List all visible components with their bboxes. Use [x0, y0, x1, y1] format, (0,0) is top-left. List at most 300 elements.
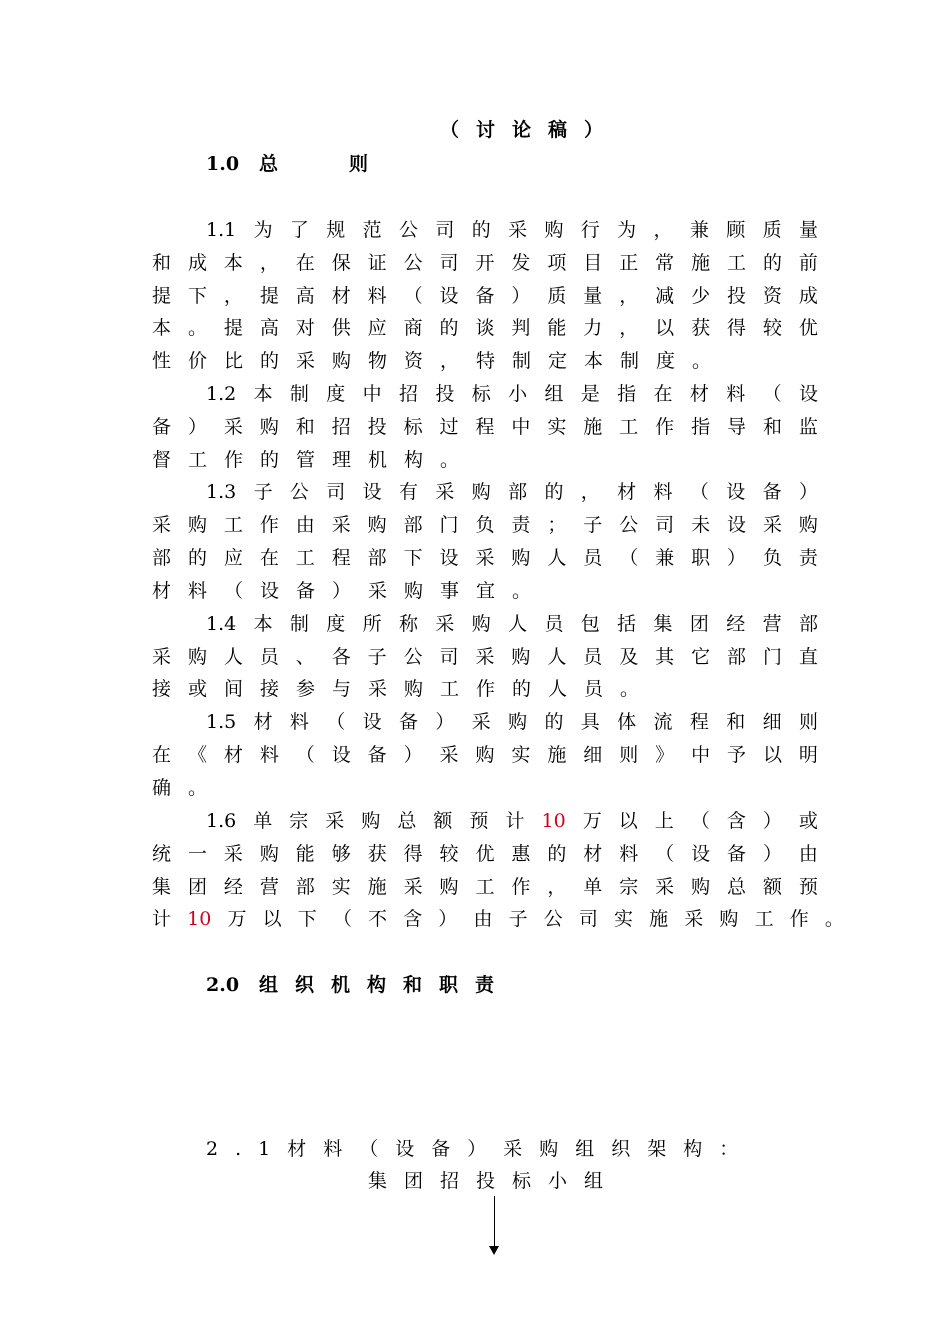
text-glyph: 组 — [544, 383, 564, 405]
text-glyph: 采 — [325, 810, 345, 832]
text-glyph: 够 — [331, 843, 351, 865]
paragraph-1-2-line-1 — [206, 384, 818, 404]
text-glyph: 投 — [727, 285, 747, 307]
text-glyph: 应 — [367, 317, 387, 339]
text-glyph: 由 — [798, 843, 818, 865]
text-glyph: 员 — [259, 646, 279, 668]
text-glyph: 部 — [798, 613, 818, 635]
text-glyph: 责 — [798, 547, 818, 569]
text-glyph: 质 — [762, 219, 782, 241]
text-glyph: 营 — [259, 876, 279, 898]
text-glyph: （ — [403, 285, 423, 307]
text-glyph: 优 — [475, 843, 495, 865]
text-glyph: 门 — [762, 646, 782, 668]
text-glyph: 制 — [289, 383, 309, 405]
text-glyph: 下 — [403, 547, 423, 569]
text-glyph: 部 — [295, 876, 315, 898]
text-glyph: 体 — [617, 711, 637, 733]
text-glyph: 营 — [762, 613, 782, 635]
text-glyph: 工 — [223, 514, 243, 536]
text-glyph: （ — [332, 908, 352, 930]
text-glyph: 度 — [326, 613, 346, 635]
text-glyph: （ — [689, 481, 709, 503]
text-glyph: 或 — [798, 810, 818, 832]
text-glyph: 料 — [726, 383, 746, 405]
text-glyph: 行 — [580, 219, 600, 241]
text-glyph: 判 — [511, 317, 531, 339]
text-glyph: 。 — [824, 908, 844, 930]
section-1-number: 1.0 — [206, 153, 240, 175]
paragraph-1-5-line-2 — [152, 745, 818, 765]
text-glyph: 设 — [727, 514, 747, 536]
text-glyph: 监 — [798, 416, 818, 438]
text-glyph: 各 — [331, 646, 351, 668]
text-glyph: 兼 — [689, 219, 709, 241]
text-glyph: 惠 — [511, 843, 531, 865]
text-glyph: 实 — [331, 876, 351, 898]
text-glyph: 购 — [259, 843, 279, 865]
text-glyph: 获 — [367, 843, 387, 865]
paragraph-1-4-line-1 — [206, 614, 818, 634]
text-glyph: 、 — [295, 646, 315, 668]
text-glyph: 投 — [367, 416, 387, 438]
text-glyph: ） — [435, 711, 455, 733]
text-glyph: 备 — [399, 711, 419, 733]
text-glyph: 的 — [439, 317, 459, 339]
text-glyph: 采 — [475, 547, 495, 569]
text-glyph: 购 — [361, 810, 381, 832]
text-glyph: 兼 — [655, 547, 675, 569]
text-glyph: ； — [547, 514, 567, 536]
text-glyph: 则 — [798, 711, 818, 733]
text-glyph: 采 — [655, 876, 675, 898]
text-glyph: ） — [403, 744, 423, 766]
text-glyph: ） — [727, 547, 747, 569]
text-glyph: 单 — [583, 876, 603, 898]
text-glyph: 购 — [719, 908, 739, 930]
text-glyph: 工 — [754, 908, 774, 930]
text-glyph: 人 — [508, 613, 528, 635]
text-glyph: 少 — [691, 285, 711, 307]
text-glyph: 程 — [689, 711, 709, 733]
text-glyph: （ — [762, 383, 782, 405]
text-glyph: 招 — [399, 383, 419, 405]
text-glyph: 1.1 — [206, 219, 237, 241]
section-2-number: 2.0 — [206, 974, 240, 996]
text-glyph: 则 — [619, 744, 639, 766]
text-glyph: 施 — [367, 876, 387, 898]
text-glyph: 一 — [187, 843, 207, 865]
section-1-title-part-a: 总 — [259, 153, 279, 175]
text-glyph: 公 — [543, 908, 563, 930]
text-glyph: 设 — [362, 481, 382, 503]
org-chart-connector-line — [494, 1196, 495, 1246]
text-glyph: 和 — [726, 711, 746, 733]
text-glyph: 括 — [617, 613, 637, 635]
text-glyph: 1.3 — [206, 481, 237, 503]
paragraph-1-6-line-1 — [206, 811, 818, 831]
text-glyph: 保 — [331, 252, 351, 274]
text-glyph: 作 — [789, 908, 809, 930]
text-glyph: 开 — [475, 252, 495, 274]
text-glyph: 力 — [583, 317, 603, 339]
text-glyph: 中 — [511, 416, 531, 438]
text-glyph: 采 — [471, 711, 491, 733]
text-glyph: 工 — [619, 416, 639, 438]
text-glyph: 职 — [691, 547, 711, 569]
text-glyph: 程 — [475, 416, 495, 438]
text-glyph: 购 — [187, 514, 207, 536]
text-glyph: 部 — [403, 514, 423, 536]
text-glyph: 备 — [367, 744, 387, 766]
text-glyph: 标 — [471, 383, 491, 405]
paragraph-1-1-line-4 — [152, 318, 818, 338]
text-glyph: 的 — [544, 711, 564, 733]
text-glyph: 料 — [619, 843, 639, 865]
text-glyph: 团 — [187, 876, 207, 898]
text-glyph: 司 — [578, 908, 598, 930]
text-glyph: 量 — [583, 285, 603, 307]
text-glyph: 公 — [403, 646, 423, 668]
text-glyph: 商 — [403, 317, 423, 339]
text-glyph: 料 — [289, 711, 309, 733]
text-glyph: 提 — [259, 285, 279, 307]
text-glyph: 公 — [619, 514, 639, 536]
text-glyph: 工 — [295, 547, 315, 569]
text-glyph: 优 — [798, 317, 818, 339]
text-glyph: 目 — [583, 252, 603, 274]
text-glyph: 在 — [259, 547, 279, 569]
text-glyph: 司 — [326, 481, 346, 503]
text-glyph: 宗 — [289, 810, 309, 832]
text-glyph: 称 — [399, 613, 419, 635]
text-glyph: 为 — [617, 219, 637, 241]
text-glyph: 招 — [331, 416, 351, 438]
text-glyph: 部 — [152, 547, 172, 569]
text-glyph: 采 — [762, 514, 782, 536]
text-glyph: 备 — [152, 416, 172, 438]
section-1-title-part-b: 则 — [349, 153, 369, 175]
text-glyph: 公 — [403, 252, 423, 274]
text-glyph: 《 — [187, 744, 207, 766]
text-glyph: 施 — [583, 416, 603, 438]
text-glyph: 含 — [726, 810, 746, 832]
arrow-down-icon — [489, 1246, 499, 1255]
text-glyph: 高 — [295, 285, 315, 307]
text-glyph: ， — [619, 317, 639, 339]
text-glyph: 购 — [439, 876, 459, 898]
text-glyph: 购 — [259, 416, 279, 438]
text-glyph: 设 — [726, 481, 746, 503]
text-glyph: 本 — [152, 317, 172, 339]
text-glyph: 负 — [475, 514, 495, 536]
text-glyph: ， — [580, 481, 600, 503]
text-glyph: 计 — [152, 908, 172, 930]
text-glyph: 部 — [727, 646, 747, 668]
paragraph-1-2-line-2 — [152, 417, 818, 437]
text-glyph: 的 — [544, 481, 564, 503]
paragraph-1-5-line-3: 确。 — [152, 777, 225, 799]
text-glyph: 公 — [399, 219, 419, 241]
text-glyph: 供 — [331, 317, 351, 339]
paragraph-1-4-line-3: 接或间接参与采购工作的人员。 — [152, 678, 657, 700]
text-glyph: 指 — [691, 416, 711, 438]
amount-upper-threshold: 10 — [541, 810, 566, 832]
text-glyph: 小 — [508, 383, 528, 405]
text-glyph: （ — [690, 810, 710, 832]
text-glyph: 在 — [653, 383, 673, 405]
text-glyph: 了 — [289, 219, 309, 241]
text-glyph: 前 — [798, 252, 818, 274]
text-glyph: 备 — [727, 843, 747, 865]
text-glyph: 设 — [331, 744, 351, 766]
text-glyph: 实 — [614, 908, 634, 930]
text-glyph: 流 — [653, 711, 673, 733]
text-glyph: 减 — [655, 285, 675, 307]
paragraph-1-3-line-4: 材料（设备）采购事宜。 — [152, 580, 549, 602]
text-glyph: 采 — [223, 416, 243, 438]
paragraph-1-6-line-2 — [152, 844, 818, 864]
text-glyph: 实 — [547, 416, 567, 438]
paragraph-1-6-line-3 — [152, 877, 818, 897]
text-glyph: ， — [259, 252, 279, 274]
text-glyph: 统 — [152, 843, 172, 865]
text-glyph: ） — [511, 285, 531, 307]
text-glyph: 成 — [798, 285, 818, 307]
text-glyph: 提 — [152, 285, 172, 307]
text-glyph: ） — [187, 416, 207, 438]
text-glyph: 对 — [295, 317, 315, 339]
text-glyph: 本 — [253, 383, 273, 405]
paragraph-1-1-line-5: 性价比的采购物资，特制定本制度。 — [152, 350, 729, 372]
text-glyph: 以 — [618, 810, 638, 832]
text-glyph: 指 — [617, 383, 637, 405]
text-glyph: 人 — [223, 646, 243, 668]
text-glyph: 集 — [152, 876, 172, 898]
text-glyph: 规 — [326, 219, 346, 241]
text-glyph: 得 — [727, 317, 747, 339]
text-glyph: 施 — [691, 252, 711, 274]
text-glyph: 计 — [505, 810, 525, 832]
text-glyph: 材 — [583, 843, 603, 865]
text-glyph: 采 — [439, 744, 459, 766]
text-glyph: 证 — [367, 252, 387, 274]
paragraph-1-3-line-2 — [152, 515, 818, 535]
text-glyph: 采 — [403, 876, 423, 898]
text-glyph: 员 — [583, 646, 603, 668]
text-glyph: ） — [798, 481, 818, 503]
text-glyph: 程 — [331, 547, 351, 569]
text-glyph: 司 — [435, 219, 455, 241]
text-glyph: 常 — [655, 252, 675, 274]
text-glyph: 的 — [547, 843, 567, 865]
text-glyph: 导 — [727, 416, 747, 438]
text-glyph: 直 — [798, 646, 818, 668]
text-glyph: 采 — [223, 843, 243, 865]
text-glyph: 1.6 — [206, 810, 237, 832]
text-glyph: 工 — [727, 252, 747, 274]
text-glyph: 发 — [511, 252, 531, 274]
text-glyph: 1.2 — [206, 383, 237, 405]
text-glyph: 子 — [253, 481, 273, 503]
text-glyph: 1.5 — [206, 711, 237, 733]
text-glyph: 子 — [583, 514, 603, 536]
text-glyph: 由 — [295, 514, 315, 536]
text-glyph: 采 — [152, 646, 172, 668]
text-glyph: 员 — [583, 547, 603, 569]
text-glyph: 经 — [223, 876, 243, 898]
text-glyph: 购 — [471, 481, 491, 503]
text-glyph: 资 — [762, 285, 782, 307]
text-glyph: 能 — [547, 317, 567, 339]
paragraph-1-3-line-3 — [152, 548, 818, 568]
text-glyph: 由 — [473, 908, 493, 930]
text-glyph: 和 — [295, 416, 315, 438]
text-glyph: 标 — [403, 416, 423, 438]
text-glyph: ， — [653, 219, 673, 241]
text-glyph: 项 — [547, 252, 567, 274]
text-glyph: 子 — [367, 646, 387, 668]
text-glyph: 购 — [511, 547, 531, 569]
text-glyph: 购 — [367, 514, 387, 536]
text-glyph: 本 — [223, 252, 243, 274]
text-glyph: 采 — [684, 908, 704, 930]
text-glyph: 购 — [187, 646, 207, 668]
text-glyph: 作 — [511, 876, 531, 898]
text-glyph: 万 — [227, 908, 247, 930]
text-glyph: 设 — [798, 383, 818, 405]
text-glyph: 较 — [439, 843, 459, 865]
text-glyph: 单 — [253, 810, 273, 832]
text-glyph: 购 — [471, 613, 491, 635]
text-glyph: 采 — [435, 481, 455, 503]
text-glyph: 材 — [689, 383, 709, 405]
text-glyph: 投 — [435, 383, 455, 405]
text-glyph: （ — [295, 744, 315, 766]
text-glyph: 是 — [580, 383, 600, 405]
text-glyph: 的 — [187, 547, 207, 569]
text-glyph: 万 — [582, 810, 602, 832]
text-glyph: 材 — [253, 711, 273, 733]
text-glyph: 购 — [511, 646, 531, 668]
text-glyph: 施 — [547, 744, 567, 766]
text-glyph: 正 — [619, 252, 639, 274]
text-glyph: 设 — [439, 285, 459, 307]
text-glyph: 料 — [653, 481, 673, 503]
text-glyph: 中 — [691, 744, 711, 766]
text-glyph: 部 — [508, 481, 528, 503]
text-glyph: 购 — [475, 744, 495, 766]
text-glyph: 应 — [223, 547, 243, 569]
text-glyph: 高 — [259, 317, 279, 339]
text-glyph: 本 — [253, 613, 273, 635]
text-glyph: 额 — [433, 810, 453, 832]
text-glyph: 总 — [727, 876, 747, 898]
text-glyph: 明 — [798, 744, 818, 766]
text-glyph: 责 — [511, 514, 531, 536]
text-glyph: 员 — [544, 613, 564, 635]
text-glyph: 备 — [762, 481, 782, 503]
text-glyph: 中 — [362, 383, 382, 405]
text-glyph: ， — [547, 876, 567, 898]
text-glyph: 在 — [295, 252, 315, 274]
text-glyph: 在 — [152, 744, 172, 766]
text-glyph: （ — [655, 843, 675, 865]
text-glyph: 的 — [471, 219, 491, 241]
text-glyph: 采 — [508, 219, 528, 241]
text-glyph: 子 — [508, 908, 528, 930]
paragraph-1-2-line-3: 督工作的管理机构。 — [152, 449, 477, 471]
text-glyph: 细 — [583, 744, 603, 766]
text-glyph: 总 — [397, 810, 417, 832]
text-glyph: 门 — [439, 514, 459, 536]
text-glyph: 成 — [187, 252, 207, 274]
text-glyph: 未 — [691, 514, 711, 536]
text-glyph: 的 — [762, 252, 782, 274]
paragraph-1-5-line-1 — [206, 712, 818, 732]
text-glyph: 过 — [439, 416, 459, 438]
text-glyph: 下 — [297, 908, 317, 930]
text-glyph: 作 — [655, 416, 675, 438]
text-glyph: 集 — [653, 613, 673, 635]
text-glyph: 工 — [475, 876, 495, 898]
text-glyph: 采 — [475, 646, 495, 668]
text-glyph: 施 — [649, 908, 669, 930]
text-glyph: 预 — [798, 876, 818, 898]
text-glyph: 购 — [544, 219, 564, 241]
text-glyph: 公 — [289, 481, 309, 503]
text-glyph: 予 — [727, 744, 747, 766]
text-glyph: 能 — [295, 843, 315, 865]
text-glyph: （ — [619, 547, 639, 569]
text-glyph: 不 — [368, 908, 388, 930]
text-glyph: 细 — [762, 711, 782, 733]
text-glyph: 和 — [152, 252, 172, 274]
text-glyph: 下 — [187, 285, 207, 307]
text-glyph: ） — [438, 908, 458, 930]
text-glyph: 司 — [439, 646, 459, 668]
text-glyph: 上 — [654, 810, 674, 832]
text-glyph: 作 — [259, 514, 279, 536]
text-glyph: 宗 — [619, 876, 639, 898]
text-glyph: 以 — [262, 908, 282, 930]
text-glyph: 材 — [331, 285, 351, 307]
text-glyph: ） — [762, 810, 782, 832]
text-glyph: 》 — [655, 744, 675, 766]
text-glyph: 为 — [253, 219, 273, 241]
paragraph-1-4-line-2 — [152, 647, 818, 667]
text-glyph: 量 — [798, 219, 818, 241]
text-glyph: 额 — [762, 876, 782, 898]
text-glyph: ） — [762, 843, 782, 865]
text-glyph: 提 — [223, 317, 243, 339]
text-glyph: 具 — [580, 711, 600, 733]
text-glyph: 预 — [469, 810, 489, 832]
text-glyph: ， — [223, 285, 243, 307]
text-glyph: 实 — [511, 744, 531, 766]
text-glyph: 材 — [617, 481, 637, 503]
text-glyph: 部 — [367, 547, 387, 569]
text-glyph: 含 — [403, 908, 423, 930]
text-glyph: 备 — [475, 285, 495, 307]
text-glyph: 团 — [689, 613, 709, 635]
text-glyph: ， — [619, 285, 639, 307]
draft-label: （讨论稿） — [440, 119, 621, 141]
text-glyph: 料 — [367, 285, 387, 307]
paragraph-1-1-line-3 — [152, 286, 818, 306]
text-glyph: 得 — [403, 843, 423, 865]
text-glyph: 采 — [152, 514, 172, 536]
